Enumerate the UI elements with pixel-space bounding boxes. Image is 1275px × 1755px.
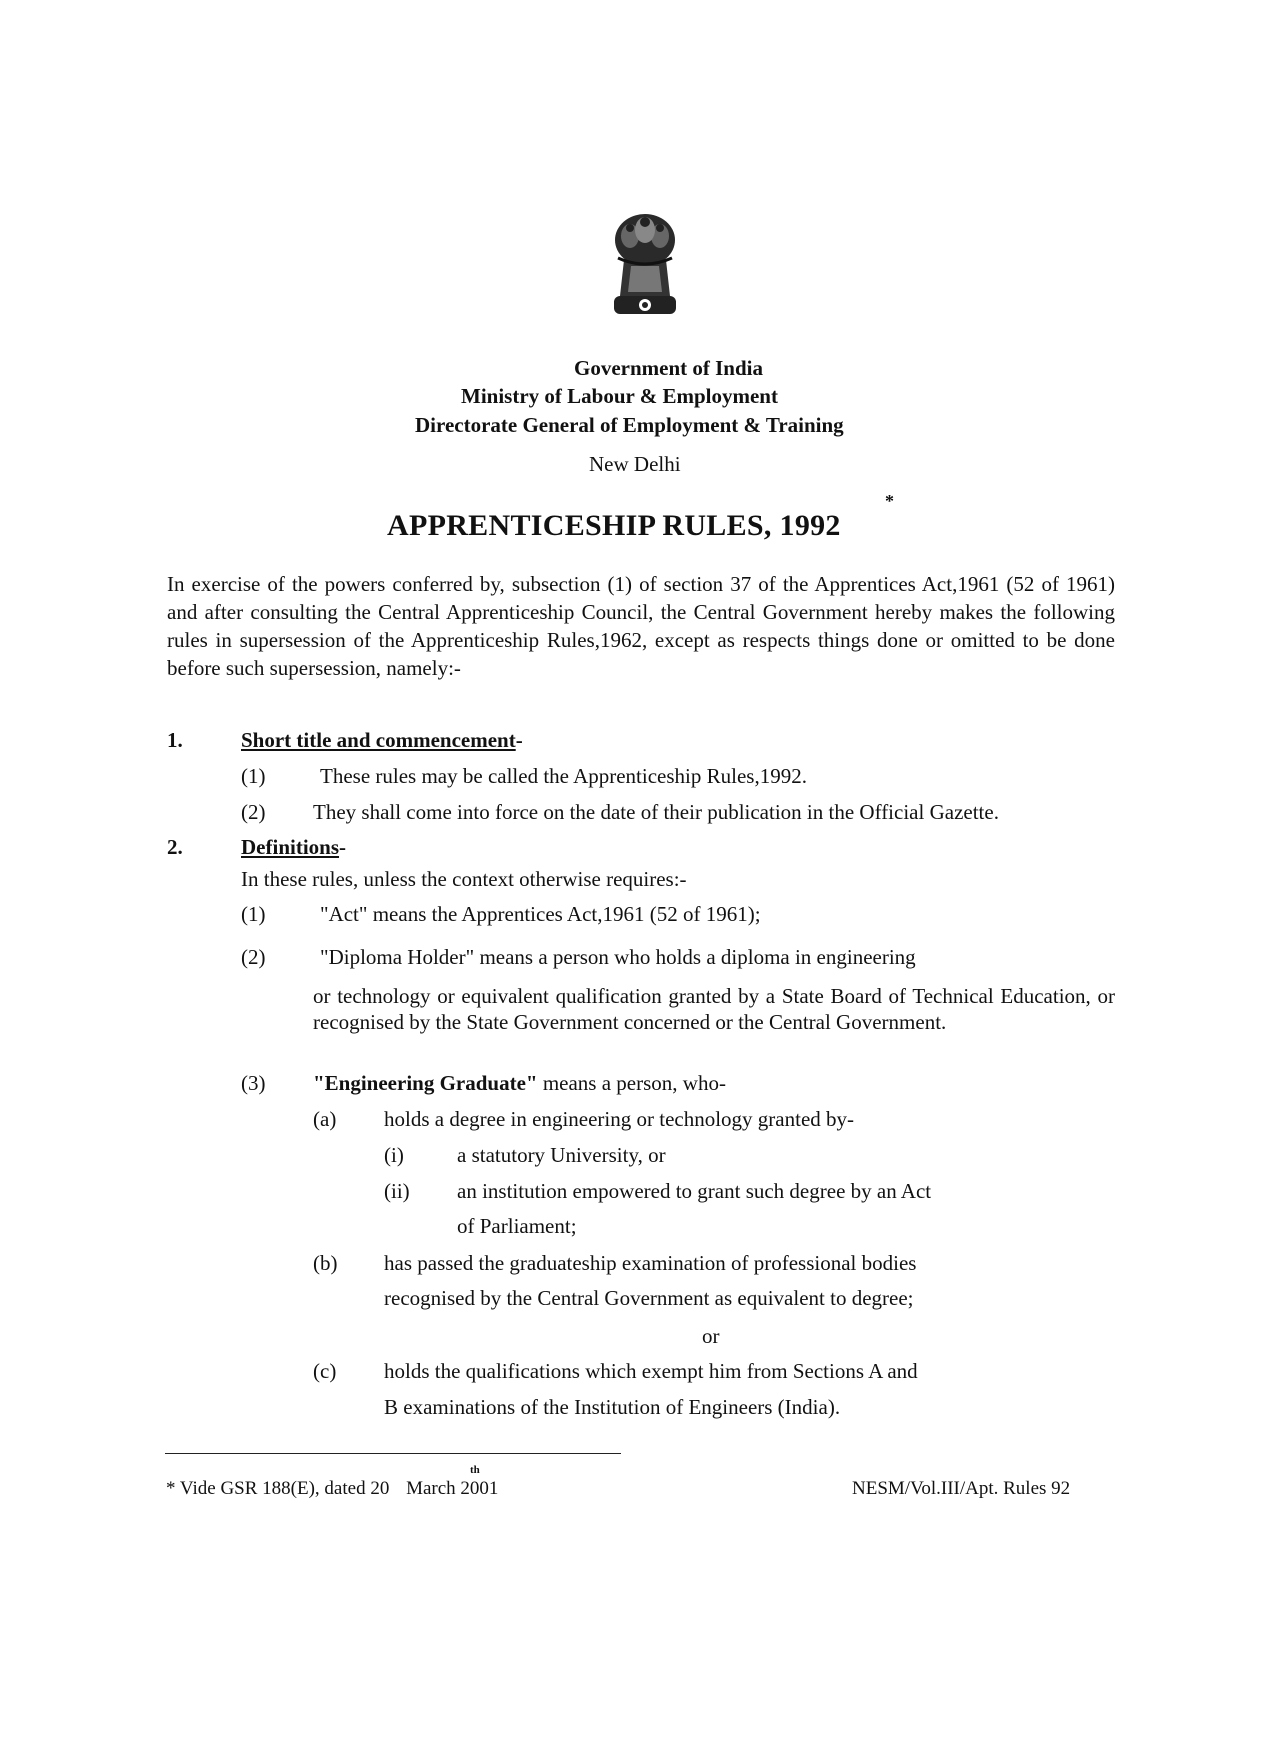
- item-number: (2): [241, 800, 266, 824]
- footnote-text: * Vide GSR 188(E), dated 20: [166, 1478, 390, 1499]
- subitem-number: (c): [313, 1359, 337, 1383]
- section-heading-text: Short title and commencement: [241, 728, 516, 752]
- section-heading-text: Definitions: [241, 835, 340, 859]
- subitem-number: (b): [313, 1251, 338, 1275]
- or-separator: or: [702, 1324, 720, 1348]
- footnote-divider: [165, 1453, 621, 1454]
- item-text-line1: "Diploma Holder" means a person who holds a diploma in engineering: [320, 945, 916, 969]
- title-footnote-marker: *: [885, 491, 895, 511]
- subitem-number: (a): [313, 1107, 337, 1131]
- document-reference: NESM/Vol.III/Apt. Rules 92: [852, 1478, 1071, 1499]
- item-text-continuation: or technology or equivalent qualification granted by a State Board of Technical Education, or recognised by the State Government concerned or the Central Government.: [313, 984, 1115, 1034]
- subsubitem-number: (ii): [384, 1179, 410, 1203]
- footnote: [166, 1464, 499, 1500]
- section-heading: [241, 834, 346, 860]
- item-number: (3): [241, 1071, 266, 1095]
- subitem-text-line1: has passed the graduateship examination of professional bodies: [384, 1251, 917, 1275]
- subitem-text-line2: recognised by the Central Government as equivalent to degree;: [384, 1286, 914, 1310]
- item-text: "Act" means the Apprentices Act,1961 (52 of 1961);: [320, 902, 761, 926]
- footnote-superscript: th: [470, 1464, 480, 1476]
- document-title: [387, 491, 895, 543]
- national-emblem-icon: [604, 200, 686, 320]
- subitem-text-line2: B examinations of the Institution of Engineers (India).: [384, 1395, 841, 1419]
- definitions-intro: In these rules, unless the context otherwise requires:-: [241, 867, 687, 891]
- section-number: 1.: [167, 728, 183, 752]
- subsubitem-number: (i): [384, 1143, 404, 1167]
- item-number: (1): [241, 764, 266, 788]
- defined-term-description: means a person, who-: [537, 1071, 726, 1095]
- item-number: (1): [241, 902, 266, 926]
- item-text: [313, 1070, 726, 1096]
- section-heading-suffix: -: [515, 728, 523, 752]
- subsubitem-text-line1: an institution empowered to grant such degree by an Act: [457, 1179, 932, 1203]
- defined-term: "Engineering Graduate": [313, 1071, 538, 1095]
- document-title-text: APPRENTICESHIP RULES, 1992: [387, 509, 841, 542]
- item-number: (2): [241, 945, 266, 969]
- preamble-paragraph: In exercise of the powers conferred by, subsection (1) of section 37 of the Apprentices Act,1961 (52 of 1961) and after consulting the Central Apprenticeship Council, the Central Government hereby makes the following rules in supersession of the Apprenticeship Rules,1962, except as respects things done or omitted to be done before such supersession, namely:-: [167, 572, 1115, 680]
- subitem-text-line1: holds the qualifications which exempt him from Sections A and: [384, 1359, 918, 1383]
- section-heading-suffix: -: [339, 835, 347, 859]
- header-government: Government of India: [574, 356, 763, 380]
- subsubitem-text-line2: of Parliament;: [457, 1214, 577, 1238]
- subitem-text: holds a degree in engineering or technology granted by-: [384, 1107, 855, 1131]
- section-number: 2.: [167, 835, 183, 859]
- subsubitem-text: a statutory University, or: [457, 1143, 666, 1167]
- header-directorate: Directorate General of Employment & Training: [415, 413, 844, 437]
- item-text: They shall come into force on the date of their publication in the Official Gazette.: [313, 800, 999, 824]
- header-place: New Delhi: [589, 452, 681, 476]
- header-ministry: Ministry of Labour & Employment: [461, 384, 778, 408]
- footnote-date: March 2001: [406, 1478, 499, 1499]
- item-text: These rules may be called the Apprenticeship Rules,1992.: [320, 764, 807, 788]
- section-heading: [241, 727, 523, 753]
